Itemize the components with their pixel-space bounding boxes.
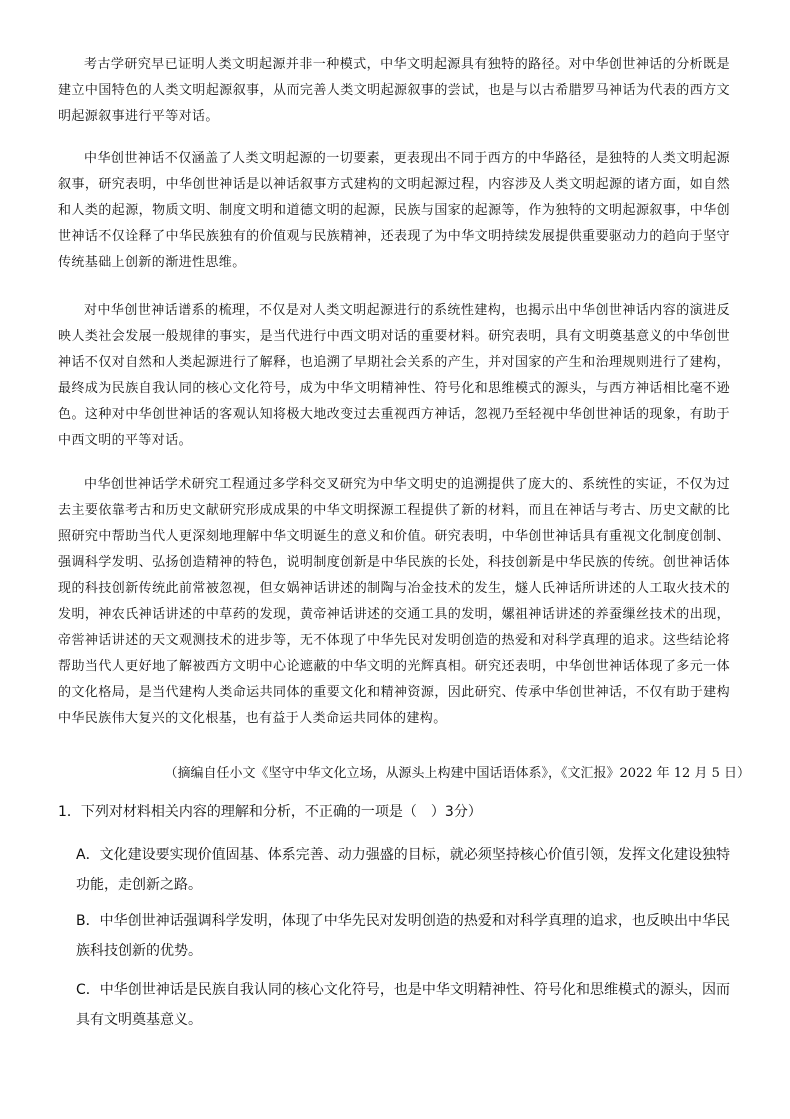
option-a: A．文化建设要实现价值固基、体系完善、动力强盛的目标，就必须坚持核心价值引领，发挥文化建设独特功能，走创新之路。 [76, 847, 730, 893]
passage-paragraph-3: 对中华创世神话谱系的梳理，不仅是对人类文明起源进行的系统性建构，也揭示出中华创世神话内容的演进反映人类社会发展一般规律的事实，是当代进行中西文明对话的重要材料。研究表明，具有文明奠基意义的中华创世神话不仅对自然和人类起源进行了解释，也追溯了早期社会关系的产生，并对国家的产生和治理规则进行了建构，最终成为民族自我认同的核心文化符号，成为中华文明精神性、符号化和思维模式的源头，与西方神话相比毫不逊色。这种对中华创世神话的客观认知将极大地改变过去重视西方神话，忽视乃至轻视中华创世神话的现象，有助于中西文明的平等对话。 [58, 303, 730, 448]
passage-source-citation: （摘编自任小文《坚守中华文化立场，从源头上构建中国话语体系》，《文汇报》2022 年 12 月 5 日） [164, 766, 750, 781]
passage-paragraph-1: 考古学研究早已证明人类文明起源并非一种模式，中华文明起源具有独特的路径。对中华创世神话的分析既是建立中国特色的人类文明起源叙事，从而完善人类文明起源叙事的尝试，也是与以古希腊罗马神话为代表的西方文明起源叙事进行平等对话。 [58, 57, 730, 124]
passage-paragraph-4: 中华创世神话学术研究工程通过多学科交叉研究为中华文明史的追溯提供了庞大的、系统性的实证，不仅为过去主要依靠考古和历史文献研究形成成果的中华文明探源工程提供了新的材料，而且在神话与考古、历史文献的比照研究中帮助当代人更深刻地理解中华文明诞生的意义和价值。研究表明，中华创世神话具有重视文化制度创制、强调科学发明、弘扬创造精神的特色，说明制度创新是中华民族的长处，科技创新是中华民族的传统。创世神话体现的科技创新传统此前常被忽视，但女娲神话讲述的制陶与冶金技术的发生，燧人氏神话所讲述的人工取火技术的发明，神农氏神话讲述的中草药的发现，黄帝神话讲述的交通工具的发明，嫘祖神话讲述的养蚕缫丝技术的出现，帝喾神话讲述的天文观测技术的进步等，无不体现了中华先民对发明创造的热爱和对科学真理的追求。这些结论将帮助当代人更好地了解被西方文明中心论遮蔽的中华文明的光辉真相。研究还表明，中华创世神话体现了多元一体的文化格局，是当代建构人类命运共同体的重要文化和精神资源，因此研究、传承中华创世神话，不仅有助于建构中华民族伟大复兴的文化根基，也有益于人类命运共同体的建构。 [58, 477, 730, 726]
option-b: B．中华创世神话强调科学发明，体现了中华先民对发明创造的热爱和对科学真理的追求，也反映出中华民族科技创新的优势。 [76, 913, 730, 959]
question-stem: 1．下列对材料相关内容的理解和分析，不正确的一项是（ ）3分） [58, 804, 482, 820]
passage-paragraph-2: 中华创世神话不仅涵盖了人类文明起源的一切要素，更表现出不同于西方的中华路径，是独特的人类文明起源叙事，研究表明，中华创世神话是以神话叙事方式建构的文明起源过程，内容涉及人类文明起源的诸方面，如自然和人类的起源，物质文明、制度文明和道德文明的起源，民族与国家的起源等，作为独特的文明起源叙事，中华创世神话不仅诠释了中华民族独有的价值观与民族精神，还表现了为中华文明持续发展提供重要驱动力的趋向于坚守传统基础上创新的渐进性思维。 [58, 151, 730, 270]
option-c: C．中华创世神话是民族自我认同的核心文化符号，也是中华文明精神性、符号化和思维模式的源头，因而具有文明奠基意义。 [76, 982, 730, 1028]
